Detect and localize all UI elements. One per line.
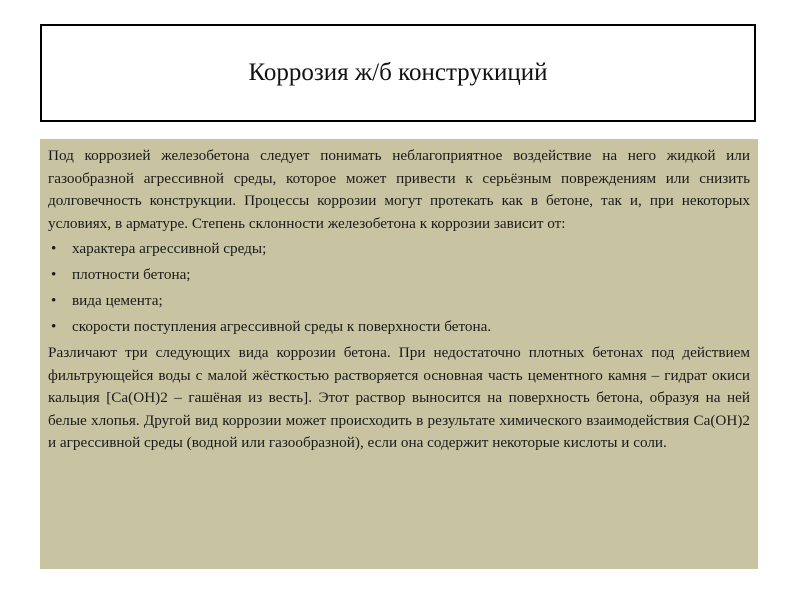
- conclusion-paragraph: Различают три следующих вида коррозии бетона. При недостаточно плотных бетонах под действием фильтрующейся воды с малой жёсткостью растворяется основная часть цементного камня – гидрат окиси кальция [Са(ОН)2 – гашёная из весть]. Этот раствор выносится на поверхность бетона, образуя на ней белые хлопья. Другой вид коррозии может происходить в результате химического взаимодействия Са(ОН)2 и агрессивной среды (водной или газообразной), если она содержит некоторые кислоты и соли.: [48, 344, 750, 451]
- bullet-icon: •: [51, 240, 57, 257]
- list-item: [48, 238, 750, 260]
- list-item-text: плотности бетона;: [72, 266, 191, 283]
- list-item: [48, 316, 750, 338]
- list-item-text: вида цемента;: [72, 292, 163, 309]
- intro-paragraph: Под коррозией железобетона следует понимать неблагоприятное воздействие на него жидкой или газообразной агрессивной среды, которое может привести к серьёзным повреждениям или снизить долговечность конструкции. Процессы коррозии могут протекать как в бетоне, так и, при некоторых условиях, в арматуре. Степень склонности железобетона к коррозии зависит от:: [48, 147, 750, 232]
- bullet-icon: •: [51, 292, 57, 309]
- list-item-text: скорости поступления агрессивной среды к поверхности бетона.: [72, 318, 492, 335]
- list-item: [48, 290, 750, 312]
- factor-list: [48, 238, 750, 338]
- content-box: [40, 139, 758, 569]
- bullet-icon: •: [51, 318, 57, 335]
- list-item: [48, 264, 750, 286]
- slide-title: Коррозия ж/б конструкиций: [248, 59, 548, 86]
- list-item-text: характера агрессивной среды;: [72, 240, 267, 257]
- bullet-icon: •: [51, 266, 57, 283]
- title-box: [40, 24, 756, 122]
